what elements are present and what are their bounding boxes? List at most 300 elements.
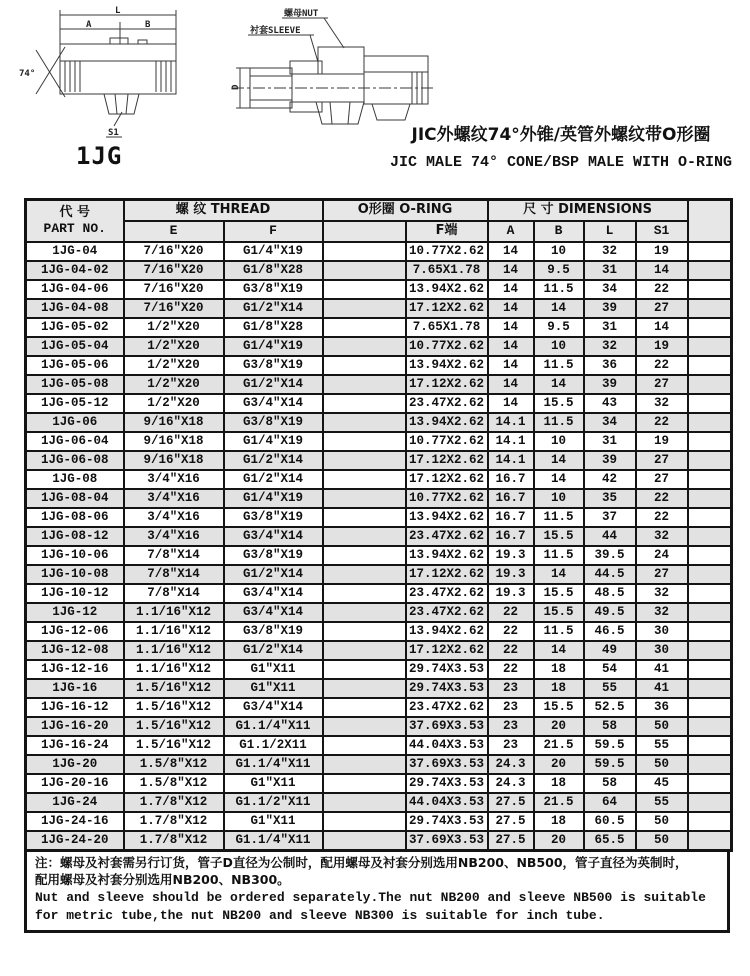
blank-cell xyxy=(688,755,732,774)
oring-fend-cell: 23.47X2.62 xyxy=(406,394,488,413)
thread-e-cell: 7/16″X20 xyxy=(124,299,224,318)
part-no-cell: 1JG-04 xyxy=(26,242,124,261)
dim-a-cell: 14 xyxy=(488,394,534,413)
oring-fend-cell: 10.77X2.62 xyxy=(406,489,488,508)
dim-a-cell: 14 xyxy=(488,299,534,318)
thread-f-cell: G3/8″X19 xyxy=(224,280,323,299)
thread-e-cell: 1/2″X20 xyxy=(124,318,224,337)
oring-fend-cell: 13.94X2.62 xyxy=(406,280,488,299)
oring-blank-cell xyxy=(323,299,406,318)
dim-s1-cell: 32 xyxy=(636,527,688,546)
dim-a-cell: 23 xyxy=(488,717,534,736)
thread-e-cell: 1.1/16″X12 xyxy=(124,660,224,679)
dim-l-cell: 34 xyxy=(584,413,636,432)
col-header-e: E xyxy=(124,221,224,242)
oring-blank-cell xyxy=(323,318,406,337)
col-group-dimensions: 尺 寸 DIMENSIONS xyxy=(488,200,688,222)
dim-l-cell: 49 xyxy=(584,641,636,660)
oring-blank-cell xyxy=(323,622,406,641)
dim-b-cell: 15.5 xyxy=(534,603,584,622)
dim-a-cell: 23 xyxy=(488,736,534,755)
dim-l-cell: 44.5 xyxy=(584,565,636,584)
thread-f-cell: G1/2″X14 xyxy=(224,641,323,660)
dim-b-cell: 18 xyxy=(534,774,584,793)
dim-label-b: B xyxy=(145,20,151,30)
dim-a-cell: 24.3 xyxy=(488,755,534,774)
title-block xyxy=(382,120,740,171)
thread-e-cell: 7/16″X20 xyxy=(124,261,224,280)
dim-l-cell: 46.5 xyxy=(584,622,636,641)
part-no-cell: 1JG-10-08 xyxy=(26,565,124,584)
dim-l-cell: 39.5 xyxy=(584,546,636,565)
blank-cell xyxy=(688,242,732,261)
dim-b-cell: 18 xyxy=(534,812,584,831)
thread-f-cell: G1/2″X14 xyxy=(224,299,323,318)
note-en-line1: Nut and sleeve should be ordered separately.The nut NB200 and sleeve NB500 is suitable xyxy=(35,889,706,905)
oring-fend-cell: 13.94X2.62 xyxy=(406,622,488,641)
dim-a-cell: 23 xyxy=(488,698,534,717)
table-row xyxy=(26,793,732,812)
dim-s1-cell: 24 xyxy=(636,546,688,565)
thread-f-cell: G1/2″X14 xyxy=(224,451,323,470)
dim-a-cell: 27.5 xyxy=(488,812,534,831)
col-header-a: A xyxy=(488,221,534,242)
dim-b-cell: 11.5 xyxy=(534,546,584,565)
dim-a-cell: 23 xyxy=(488,679,534,698)
dim-a-cell: 27.5 xyxy=(488,793,534,812)
dim-a-cell: 14 xyxy=(488,318,534,337)
thread-f-cell: G1/4″X19 xyxy=(224,432,323,451)
header-row-groups xyxy=(26,200,732,222)
dim-a-cell: 14 xyxy=(488,356,534,375)
dim-l-cell: 44 xyxy=(584,527,636,546)
col-header-s1: S1 xyxy=(636,221,688,242)
dim-s1-cell: 50 xyxy=(636,831,688,851)
dim-b-cell: 14 xyxy=(534,451,584,470)
thread-f-cell: G1″X11 xyxy=(224,774,323,793)
part-no-cell: 1JG-20-16 xyxy=(26,774,124,793)
thread-f-cell: G1/8″X28 xyxy=(224,261,323,280)
thread-e-cell: 1.7/8″X12 xyxy=(124,793,224,812)
dim-s1-cell: 27 xyxy=(636,451,688,470)
table-row xyxy=(26,413,732,432)
table-row xyxy=(26,812,732,831)
part-no-cell: 1JG-04-02 xyxy=(26,261,124,280)
dim-s1-cell: 50 xyxy=(636,755,688,774)
table-row xyxy=(26,641,732,660)
blank-cell xyxy=(688,679,732,698)
blank-cell xyxy=(688,831,732,851)
oring-fend-cell: 13.94X2.62 xyxy=(406,356,488,375)
dim-l-cell: 37 xyxy=(584,508,636,527)
blank-cell xyxy=(688,812,732,831)
dim-l-cell: 42 xyxy=(584,470,636,489)
oring-blank-cell xyxy=(323,489,406,508)
oring-fend-cell: 10.77X2.62 xyxy=(406,242,488,261)
thread-e-cell: 1.5/16″X12 xyxy=(124,736,224,755)
blank-cell xyxy=(688,280,732,299)
oring-blank-cell xyxy=(323,508,406,527)
thread-f-cell: G1/8″X28 xyxy=(224,318,323,337)
oring-fend-cell: 37.69X3.53 xyxy=(406,831,488,851)
thread-f-cell: G1/4″X19 xyxy=(224,242,323,261)
thread-f-cell: G1.1/2″X11 xyxy=(224,793,323,812)
oring-blank-cell xyxy=(323,451,406,470)
technical-drawing-left xyxy=(18,4,220,140)
blank-cell xyxy=(688,508,732,527)
thread-e-cell: 1.1/16″X12 xyxy=(124,641,224,660)
oring-blank-cell xyxy=(323,242,406,261)
dim-l-cell: 59.5 xyxy=(584,755,636,774)
dim-a-cell: 14 xyxy=(488,375,534,394)
thread-e-cell: 7/8″X14 xyxy=(124,565,224,584)
table-row xyxy=(26,679,732,698)
oring-fend-cell: 17.12X2.62 xyxy=(406,451,488,470)
dim-s1-cell: 41 xyxy=(636,660,688,679)
oring-blank-cell xyxy=(323,831,406,851)
oring-fend-cell: 13.94X2.62 xyxy=(406,508,488,527)
oring-blank-cell xyxy=(323,793,406,812)
blank-cell xyxy=(688,698,732,717)
dim-b-cell: 14 xyxy=(534,565,584,584)
dim-l-cell: 58 xyxy=(584,717,636,736)
thread-e-cell: 3/4″X16 xyxy=(124,527,224,546)
dim-s1-cell: 14 xyxy=(636,318,688,337)
dim-s1-cell: 55 xyxy=(636,736,688,755)
thread-e-cell: 1.5/16″X12 xyxy=(124,679,224,698)
oring-fend-cell: 10.77X2.62 xyxy=(406,337,488,356)
table-row xyxy=(26,660,732,679)
table-row xyxy=(26,394,732,413)
dim-a-cell: 14 xyxy=(488,280,534,299)
thread-f-cell: G1.1/4″X11 xyxy=(224,831,323,851)
part-no-cell: 1JG-12-06 xyxy=(26,622,124,641)
oring-blank-cell xyxy=(323,812,406,831)
note-zh-line1: 注：螺母及衬套需另行订货，管子D直径为公制时，配用螺母及衬套分别选用NB200、NB500，管子直径为英制时， xyxy=(35,855,688,870)
part-no-cell: 1JG-05-12 xyxy=(26,394,124,413)
blank-cell xyxy=(688,432,732,451)
col-header-l: L xyxy=(584,221,636,242)
dim-l-cell: 35 xyxy=(584,489,636,508)
dim-s1-cell: 22 xyxy=(636,413,688,432)
thread-f-cell: G1.1/2X11 xyxy=(224,736,323,755)
table-row xyxy=(26,451,732,470)
thread-e-cell: 9/16″X18 xyxy=(124,432,224,451)
blank-cell xyxy=(688,375,732,394)
table-row xyxy=(26,337,732,356)
dim-b-cell: 11.5 xyxy=(534,356,584,375)
dim-b-cell: 10 xyxy=(534,242,584,261)
table-row xyxy=(26,280,732,299)
part-no-cell: 1JG-05-06 xyxy=(26,356,124,375)
dim-b-cell: 20 xyxy=(534,831,584,851)
dim-l-cell: 65.5 xyxy=(584,831,636,851)
oring-fend-cell: 17.12X2.62 xyxy=(406,641,488,660)
part-no-header-zh: 代 号 xyxy=(59,204,91,220)
dim-a-cell: 16.7 xyxy=(488,489,534,508)
note-en-line2: for metric tube,the nut NB200 and sleeve NB300 is suitable for inch tube. xyxy=(35,907,605,923)
col-group-oring: O形圈 O-RING xyxy=(323,200,488,222)
blank-cell xyxy=(688,318,732,337)
thread-f-cell: G3/8″X19 xyxy=(224,356,323,375)
part-no-cell: 1JG-08-04 xyxy=(26,489,124,508)
thread-e-cell: 1.5/8″X12 xyxy=(124,755,224,774)
dim-b-cell: 14 xyxy=(534,470,584,489)
oring-fend-cell: 23.47X2.62 xyxy=(406,584,488,603)
table-row xyxy=(26,698,732,717)
thread-e-cell: 1.1/16″X12 xyxy=(124,603,224,622)
dim-s1-cell: 19 xyxy=(636,432,688,451)
thread-f-cell: G3/4″X14 xyxy=(224,698,323,717)
blank-cell xyxy=(688,299,732,318)
thread-f-cell: G1″X11 xyxy=(224,679,323,698)
table-row xyxy=(26,261,732,280)
thread-e-cell: 7/16″X20 xyxy=(124,242,224,261)
note-box xyxy=(24,852,730,933)
thread-f-cell: G1/4″X19 xyxy=(224,337,323,356)
dim-s1-cell: 36 xyxy=(636,698,688,717)
part-no-cell: 1JG-12-08 xyxy=(26,641,124,660)
thread-e-cell: 1.5/16″X12 xyxy=(124,698,224,717)
blank-cell xyxy=(688,641,732,660)
thread-e-cell: 1/2″X20 xyxy=(124,394,224,413)
oring-blank-cell xyxy=(323,527,406,546)
thread-f-cell: G1/2″X14 xyxy=(224,470,323,489)
dim-a-cell: 14 xyxy=(488,242,534,261)
dim-a-cell: 27.5 xyxy=(488,831,534,851)
part-no-cell: 1JG-08-12 xyxy=(26,527,124,546)
blank-cell xyxy=(688,774,732,793)
part-no-cell: 1JG-06-04 xyxy=(26,432,124,451)
oring-fend-cell: 29.74X3.53 xyxy=(406,774,488,793)
dim-a-cell: 22 xyxy=(488,622,534,641)
page-title-zh: JIC外螺纹74°外锥/英管外螺纹带O形圈 xyxy=(411,125,711,145)
oring-fend-cell: 37.69X3.53 xyxy=(406,755,488,774)
dim-l-cell: 36 xyxy=(584,356,636,375)
part-no-header-en: PART NO. xyxy=(43,221,106,236)
table-row xyxy=(26,603,732,622)
thread-f-cell: G3/4″X14 xyxy=(224,584,323,603)
thread-f-cell: G1.1/4″X11 xyxy=(224,717,323,736)
blank-cell xyxy=(688,489,732,508)
model-code: 1JG xyxy=(76,142,123,170)
dim-b-cell: 9.5 xyxy=(534,261,584,280)
oring-fend-cell: 13.94X2.62 xyxy=(406,413,488,432)
dim-l-cell: 39 xyxy=(584,451,636,470)
dim-s1-cell: 45 xyxy=(636,774,688,793)
oring-blank-cell xyxy=(323,641,406,660)
thread-f-cell: G3/8″X19 xyxy=(224,546,323,565)
oring-blank-cell xyxy=(323,603,406,622)
dim-b-cell: 21.5 xyxy=(534,736,584,755)
thread-f-cell: G3/4″X14 xyxy=(224,527,323,546)
spec-table-header xyxy=(26,200,732,243)
dim-s1-cell: 22 xyxy=(636,280,688,299)
thread-e-cell: 3/4″X16 xyxy=(124,508,224,527)
dim-s1-cell: 32 xyxy=(636,584,688,603)
dim-b-cell: 11.5 xyxy=(534,413,584,432)
table-row xyxy=(26,375,732,394)
oring-fend-cell: 10.77X2.62 xyxy=(406,432,488,451)
oring-blank-cell xyxy=(323,394,406,413)
fitting-section-drawing xyxy=(18,4,220,140)
dim-b-cell: 11.5 xyxy=(534,280,584,299)
dim-s1-cell: 30 xyxy=(636,622,688,641)
dim-b-cell: 15.5 xyxy=(534,584,584,603)
part-no-cell: 1JG-05-08 xyxy=(26,375,124,394)
col-header-blank xyxy=(688,200,732,243)
dim-a-cell: 19.3 xyxy=(488,546,534,565)
blank-cell xyxy=(688,660,732,679)
hex-size-label: S1 xyxy=(108,128,119,138)
oring-blank-cell xyxy=(323,546,406,565)
thread-e-cell: 1/2″X20 xyxy=(124,375,224,394)
part-no-cell: 1JG-12 xyxy=(26,603,124,622)
dim-l-cell: 59.5 xyxy=(584,736,636,755)
dim-s1-cell: 19 xyxy=(636,242,688,261)
oring-fend-cell: 29.74X3.53 xyxy=(406,660,488,679)
dim-b-cell: 14 xyxy=(534,641,584,660)
dim-s1-cell: 27 xyxy=(636,565,688,584)
table-row xyxy=(26,432,732,451)
thread-e-cell: 7/8″X14 xyxy=(124,584,224,603)
col-header-f: F xyxy=(224,221,323,242)
dim-b-cell: 18 xyxy=(534,679,584,698)
part-no-cell: 1JG-16 xyxy=(26,679,124,698)
dim-b-cell: 14 xyxy=(534,375,584,394)
table-row xyxy=(26,717,732,736)
table-row xyxy=(26,736,732,755)
dim-l-cell: 52.5 xyxy=(584,698,636,717)
thread-e-cell: 1/2″X20 xyxy=(124,337,224,356)
dim-l-cell: 31 xyxy=(584,432,636,451)
oring-blank-cell xyxy=(323,261,406,280)
dim-s1-cell: 30 xyxy=(636,641,688,660)
dim-l-cell: 43 xyxy=(584,394,636,413)
dim-s1-cell: 27 xyxy=(636,470,688,489)
oring-blank-cell xyxy=(323,584,406,603)
blank-cell xyxy=(688,413,732,432)
thread-e-cell: 7/8″X14 xyxy=(124,546,224,565)
table-row xyxy=(26,299,732,318)
oring-blank-cell xyxy=(323,356,406,375)
thread-f-cell: G3/8″X19 xyxy=(224,413,323,432)
dim-s1-cell: 55 xyxy=(636,793,688,812)
dim-a-cell: 19.3 xyxy=(488,584,534,603)
col-header-part-no xyxy=(26,200,124,243)
col-header-oring-blank xyxy=(323,221,406,242)
dim-b-cell: 11.5 xyxy=(534,622,584,641)
part-no-cell: 1JG-24 xyxy=(26,793,124,812)
blank-cell xyxy=(688,793,732,812)
spec-table xyxy=(24,198,733,852)
col-header-f-end: F端 xyxy=(406,221,488,242)
oring-blank-cell xyxy=(323,280,406,299)
blank-cell xyxy=(688,603,732,622)
table-row xyxy=(26,755,732,774)
note-zh-line2: 配用螺母及衬套分别选用NB200、NB300。 xyxy=(35,871,290,887)
part-no-cell: 1JG-04-08 xyxy=(26,299,124,318)
dim-b-cell: 20 xyxy=(534,755,584,774)
angle-label: 74° xyxy=(19,69,36,79)
dim-a-cell: 14.1 xyxy=(488,451,534,470)
table-row xyxy=(26,774,732,793)
dim-s1-cell: 50 xyxy=(636,717,688,736)
dim-s1-cell: 14 xyxy=(636,261,688,280)
dim-s1-cell: 32 xyxy=(636,394,688,413)
oring-fend-cell: 7.65X1.78 xyxy=(406,318,488,337)
oring-blank-cell xyxy=(323,755,406,774)
dim-l-cell: 58 xyxy=(584,774,636,793)
dim-s1-cell: 41 xyxy=(636,679,688,698)
table-row xyxy=(26,242,732,261)
part-no-cell: 1JG-06 xyxy=(26,413,124,432)
oring-blank-cell xyxy=(323,375,406,394)
dim-b-cell: 15.5 xyxy=(534,394,584,413)
part-no-cell: 1JG-24-16 xyxy=(26,812,124,831)
page-title-en: JIC MALE 74° CONE/BSP MALE WITH O-RING xyxy=(389,154,733,171)
dim-s1-cell: 50 xyxy=(636,812,688,831)
oring-fend-cell: 17.12X2.62 xyxy=(406,470,488,489)
part-no-cell: 1JG-08-06 xyxy=(26,508,124,527)
oring-blank-cell xyxy=(323,337,406,356)
dim-l-cell: 55 xyxy=(584,679,636,698)
dim-s1-cell: 19 xyxy=(636,337,688,356)
oring-fend-cell: 17.12X2.62 xyxy=(406,299,488,318)
dim-label-l: L xyxy=(115,6,121,16)
nut-label: 螺母NUT xyxy=(284,9,319,19)
part-no-cell: 1JG-16-24 xyxy=(26,736,124,755)
dim-b-cell: 9.5 xyxy=(534,318,584,337)
table-row xyxy=(26,831,732,851)
dim-a-cell: 16.7 xyxy=(488,508,534,527)
blank-cell xyxy=(688,736,732,755)
dim-label-a: A xyxy=(86,20,92,30)
dim-l-cell: 49.5 xyxy=(584,603,636,622)
dim-l-cell: 60.5 xyxy=(584,812,636,831)
table-row xyxy=(26,489,732,508)
oring-blank-cell xyxy=(323,432,406,451)
dim-s1-cell: 27 xyxy=(636,375,688,394)
dim-a-cell: 22 xyxy=(488,660,534,679)
thread-f-cell: G1/4″X19 xyxy=(224,489,323,508)
dim-b-cell: 10 xyxy=(534,337,584,356)
oring-blank-cell xyxy=(323,717,406,736)
part-no-cell: 1JG-06-08 xyxy=(26,451,124,470)
thread-e-cell: 1.1/16″X12 xyxy=(124,622,224,641)
thread-e-cell: 1.5/16″X12 xyxy=(124,717,224,736)
part-no-cell: 1JG-12-16 xyxy=(26,660,124,679)
dim-s1-cell: 32 xyxy=(636,603,688,622)
thread-f-cell: G1″X11 xyxy=(224,812,323,831)
oring-blank-cell xyxy=(323,413,406,432)
dim-a-cell: 14 xyxy=(488,337,534,356)
blank-cell xyxy=(688,261,732,280)
dim-s1-cell: 22 xyxy=(636,489,688,508)
part-no-cell: 1JG-16-12 xyxy=(26,698,124,717)
oring-fend-cell: 29.74X3.53 xyxy=(406,812,488,831)
dim-l-cell: 31 xyxy=(584,261,636,280)
thread-f-cell: G1/2″X14 xyxy=(224,565,323,584)
dim-l-cell: 32 xyxy=(584,242,636,261)
table-row xyxy=(26,527,732,546)
part-no-cell: 1JG-10-12 xyxy=(26,584,124,603)
dim-b-cell: 21.5 xyxy=(534,793,584,812)
thread-e-cell: 1.5/8″X12 xyxy=(124,774,224,793)
dim-b-cell: 15.5 xyxy=(534,698,584,717)
oring-fend-cell: 23.47X2.62 xyxy=(406,527,488,546)
oring-fend-cell: 13.94X2.62 xyxy=(406,546,488,565)
